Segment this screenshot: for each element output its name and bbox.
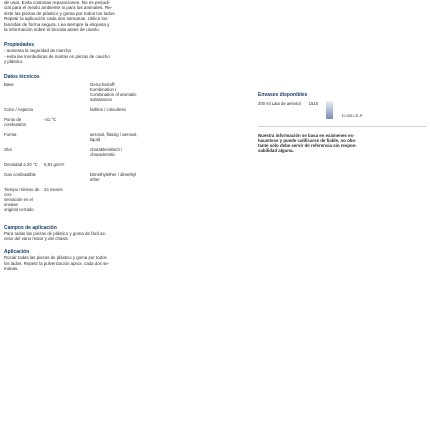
disclaimer-line: tante sólo debe servir de referencia sin respon-	[258, 143, 357, 148]
tech-value: 24 meses	[44, 187, 63, 193]
table-row	[4, 162, 216, 172]
disclaimer-line: Nuestra información se basa en exámenes ex-	[258, 132, 355, 138]
tech-value: -41 °C	[44, 117, 57, 123]
aerosol-can-icon	[326, 101, 333, 119]
table-row	[4, 197, 216, 207]
tech-value-detail	[90, 82, 216, 107]
container-code: 1515	[308, 101, 318, 106]
tech-value-line: Combination of aromatic	[90, 92, 137, 98]
tech-value-line: charakteristisch /	[90, 147, 123, 153]
intro-line: Repetir la aplicación cada dos semanas. Utilice los	[4, 16, 108, 22]
tech-key: original cerrado	[4, 207, 34, 213]
table-row	[4, 147, 216, 162]
tech-value-line: liquid	[90, 137, 101, 143]
intro-line: de usar. Evita costosas reparaciones. No es perjudi-	[4, 0, 111, 5]
tech-value-detail	[90, 172, 216, 187]
properties-line: - aumenta la seguridad de marcha	[4, 48, 71, 54]
divider	[258, 126, 426, 127]
fields-section	[4, 225, 216, 241]
tech-value-line: farblos / colourless	[90, 107, 126, 113]
tech-key: Color / Aspecto	[4, 107, 34, 113]
tech-value	[44, 172, 90, 187]
properties-line: y plástico	[4, 58, 23, 64]
tech-value-line: ether	[90, 177, 100, 183]
tech-value-line: characteristic	[90, 152, 116, 158]
tech-key: servación en el envase	[4, 197, 33, 208]
containers-heading: Envases disponibles	[258, 92, 308, 98]
tech-heading: Datos técnicos	[4, 74, 40, 81]
tech-value	[44, 207, 90, 217]
tech-table	[4, 82, 216, 217]
tech-value-detail	[90, 187, 216, 197]
tech-key: Gas combustible	[4, 172, 37, 178]
tech-value: 0,81 g/cm³	[44, 162, 65, 168]
application-line: Rociar todas las piezas de plástico y goma por todos	[4, 255, 107, 261]
table-row	[4, 117, 216, 132]
intro-line: la información sobre el biocida antes de usarlo.	[4, 27, 101, 33]
intro-line: biocidas de forma segura. Lea siempre la etiqueta y	[4, 21, 110, 27]
tech-value-detail	[90, 117, 216, 132]
disclaimer-line: sabilidad alguna.	[258, 148, 294, 154]
tech-value-line: aerosol, flüssig / aerosol,	[90, 132, 138, 138]
disclaimer	[258, 133, 426, 154]
properties-line: - evita las mordeduras de martas en piezas de caucho	[4, 53, 110, 59]
properties-section	[4, 42, 216, 64]
disclaimer-line: haustivos y puede calificarse de fiable, no obs-	[258, 137, 357, 143]
right-column	[258, 0, 426, 153]
intro-text	[4, 0, 216, 32]
container-size: 200 ml Lata de aerosol	[258, 101, 301, 106]
tech-key: Forma	[4, 132, 17, 138]
tech-value-detail	[90, 197, 216, 207]
table-row	[4, 107, 216, 117]
application-line: manas.	[4, 265, 19, 271]
tech-value	[44, 132, 90, 147]
tech-key: Densidad a 20 °C	[4, 162, 38, 168]
tech-value	[44, 82, 90, 107]
table-row	[4, 172, 216, 187]
tech-value-line: Geruchsstoff-	[90, 82, 116, 88]
properties-heading: Propiedades	[4, 42, 35, 49]
tech-value-detail	[90, 132, 216, 147]
application-section	[4, 249, 216, 271]
tech-key: Punto de combustión	[4, 117, 26, 128]
table-row	[4, 132, 216, 147]
tech-value-line: Kombination /	[90, 87, 117, 93]
application-heading: Aplicación	[4, 249, 30, 256]
tech-value	[44, 107, 90, 117]
tech-key: Olor	[4, 147, 13, 153]
tech-key: Tiempo mínimo de con-	[4, 187, 40, 198]
tech-value	[44, 197, 90, 207]
tech-value-line: substances	[90, 97, 112, 103]
table-row	[4, 207, 216, 217]
fields-heading: Campos de aplicación	[4, 225, 57, 232]
containers-section	[258, 92, 426, 118]
tech-key: Base	[4, 82, 14, 88]
tech-value-detail	[90, 107, 216, 117]
application-line: los lados. Repetir la pulverización aprox. cada dos se-	[4, 260, 110, 266]
tech-data-section	[4, 74, 216, 217]
intro-line: cial para el medio ambiente ni para los animales. Re-	[4, 5, 113, 11]
tech-value-detail	[90, 162, 216, 172]
intro-line: siste las piezas de plástico y goma por todos los lados.	[4, 10, 116, 16]
tech-value	[44, 147, 90, 162]
container-ean: D-GB-I-E-P	[342, 113, 363, 118]
tech-value-line: Dimethylether / dimethyl	[90, 172, 137, 178]
fields-line: ceso del vano motor y del chasis.	[4, 236, 69, 242]
tech-value-detail	[90, 207, 216, 217]
table-row	[4, 187, 216, 197]
table-row	[4, 82, 216, 107]
fields-line: Para todas las piezas de plástico y goma de fácil ac-	[4, 231, 107, 237]
tech-value-detail	[90, 147, 216, 162]
left-column	[4, 0, 216, 271]
